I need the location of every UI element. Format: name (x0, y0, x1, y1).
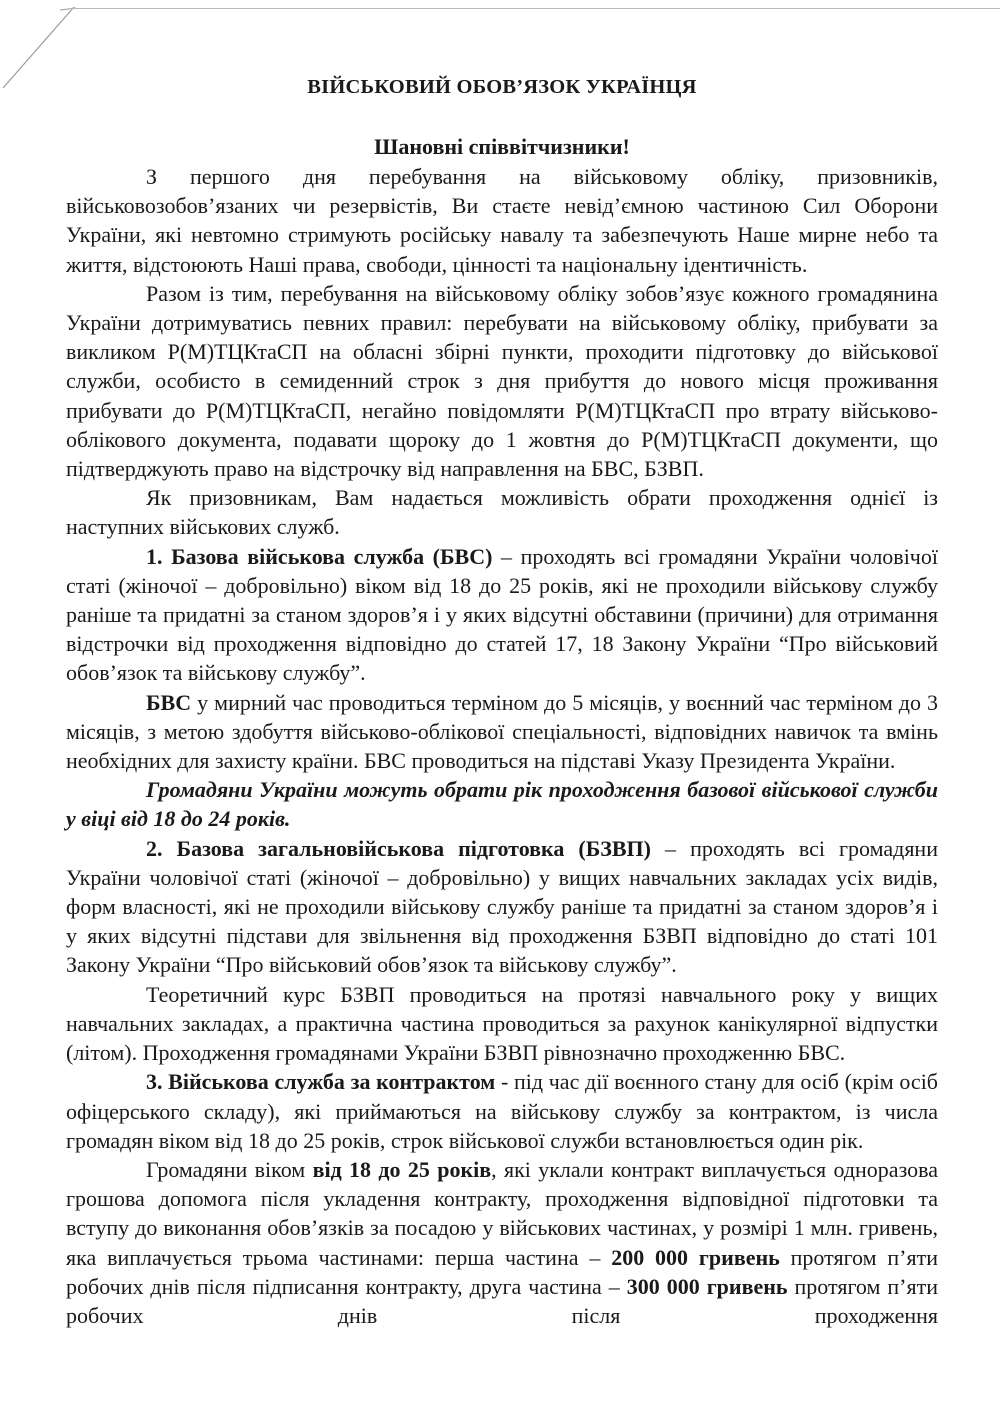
paragraph-bzvp-course: Теоретичний курс БЗВП проводиться на протязі навчального року у вищих навчальних закладах, а практична частина проводиться за рахунок канікулярної відпустки (літом). Проходження громадянами України БЗВП рівнозначно проходженню БВС. (66, 981, 938, 1066)
text-payment-a: Громадяни віком (146, 1156, 313, 1182)
text-bvs-terms: у мирний час проводиться терміном до 5 місяців, у воєнний час терміном до 3 місяців, з метою здобуття військово-облікової спеціальності, відповідних навичок та вмінь необхідних для захисту країни. БВС проводиться на підставі Указу Президента України. (66, 689, 938, 774)
text-bzvp: – проходять всі громадяни України чоловічої статі (жіночої – добровільно) у вищих навчальних закладах усіх видів, форм власності, які не проходили військову службу раніше та придатні за станом здоров’я і у яких відсутні підстави для звільнення від проходження БЗВП відповідно до статі 101 Закону України “Про військовий обов’язок та військову службу”. (66, 835, 938, 978)
paragraph-contract (66, 1067, 938, 1155)
paragraph-bzvp (66, 834, 938, 980)
text-payment-e: протягом п’яти робочих днів після підписання контракту, друга частина – (66, 1244, 939, 1299)
paragraph-bvs-year-choice: Громадяни України можуть обрати рік проходження базової військової служби у віці від 18 до 24 років. (66, 777, 938, 832)
paragraph-bvs-terms (66, 688, 938, 776)
age-range: від 18 до 25 років (312, 1156, 492, 1182)
text-payment-c: , які уклали контракт виплачується одноразова грошова допомога після укладення контракту, проходження відповідної підготовки та вступу до виконання обов’язків за посадою у військових частинах, у розмірі 1 млн. гривень, яка виплачується трьома частинами: перша частина – (66, 1156, 938, 1270)
paragraph-payment (66, 1155, 938, 1330)
heading-bvs: 1. Базова військова служба (БВС) (146, 543, 493, 569)
scan-top-edge (70, 8, 1000, 9)
paragraph-intro: З першого дня перебування на військовому обліку, призовників, військовозобов’язаних чи резервістів, Ви стаєте невід’ємною частиною Сил Оборони України, які невтомно стримують російську навалу та забезпечують Наше мирне небо та життя, відстоюють Наші права, свободи, цінності та національну ідентичність. (66, 164, 938, 277)
text-payment-g: протягом п’яти робочих днів після проходження (66, 1273, 938, 1328)
first-payment-amount: 200 000 гривень (611, 1244, 780, 1270)
document-title: ВІЙСЬКОВИЙ ОБОВ’ЯЗОК УКРАЇНЦЯ (307, 76, 697, 98)
second-payment-amount: 300 000 гривень (626, 1273, 788, 1299)
text-bvs: – проходять всі громадяни України чоловічої статі (жіночої – добровільно) віком від 18 до 25 років, які не проходили військову службу раніше та придатні за станом здоров’я і у яких відсутні обставини (причини) для отримання відстрочки від проходження відповідно до статей 17, 18 Закону України “Про військовий обов’язок та військову службу”. (66, 543, 938, 686)
paragraph-choice: Як призовникам, Вам надається можливість обрати проходження однієї із наступних військових служб. (66, 485, 938, 540)
paragraph-obligations: Разом із тим, перебування на військовому обліку зобов’язує кожного громадянина України дотримуватись певних правил: перебувати на військовому обліку, прибувати за викликом Р(М)ТЦКтаСП на обласні збірні пункти, проходити підготовку до військової служби, особисто в семиденний строк з дня прибуття до нового місця проживання прибувати до Р(М)ТЦКтаСП, негайно повідомляти Р(М)ТЦКтаСП про втрату військово-облікового документа, подавати щороку до 1 жовтня до Р(М)ТЦКтаСП документи, що підтверджують право на відстрочку від направлення на БВС, БЗВП. (66, 280, 938, 482)
paragraph-bvs (66, 542, 938, 688)
salutation: Шановні співвітчизники! (374, 134, 630, 159)
heading-bzvp: 2. Базова загальновійськова підготовка (БЗВП) (146, 835, 651, 861)
document-page (66, 64, 938, 1330)
text-contract: - під час дії воєнного стану для осіб (крім осіб офіцерського складу), які приймаються на військову службу за контрактом, із числа громадян віком від 18 до 25 років, строк військової служби встановлюється один рік. (66, 1069, 939, 1153)
heading-contract: 3. Військова служба за контрактом (146, 1069, 496, 1095)
bvs-abbrev: БВС (146, 689, 192, 715)
